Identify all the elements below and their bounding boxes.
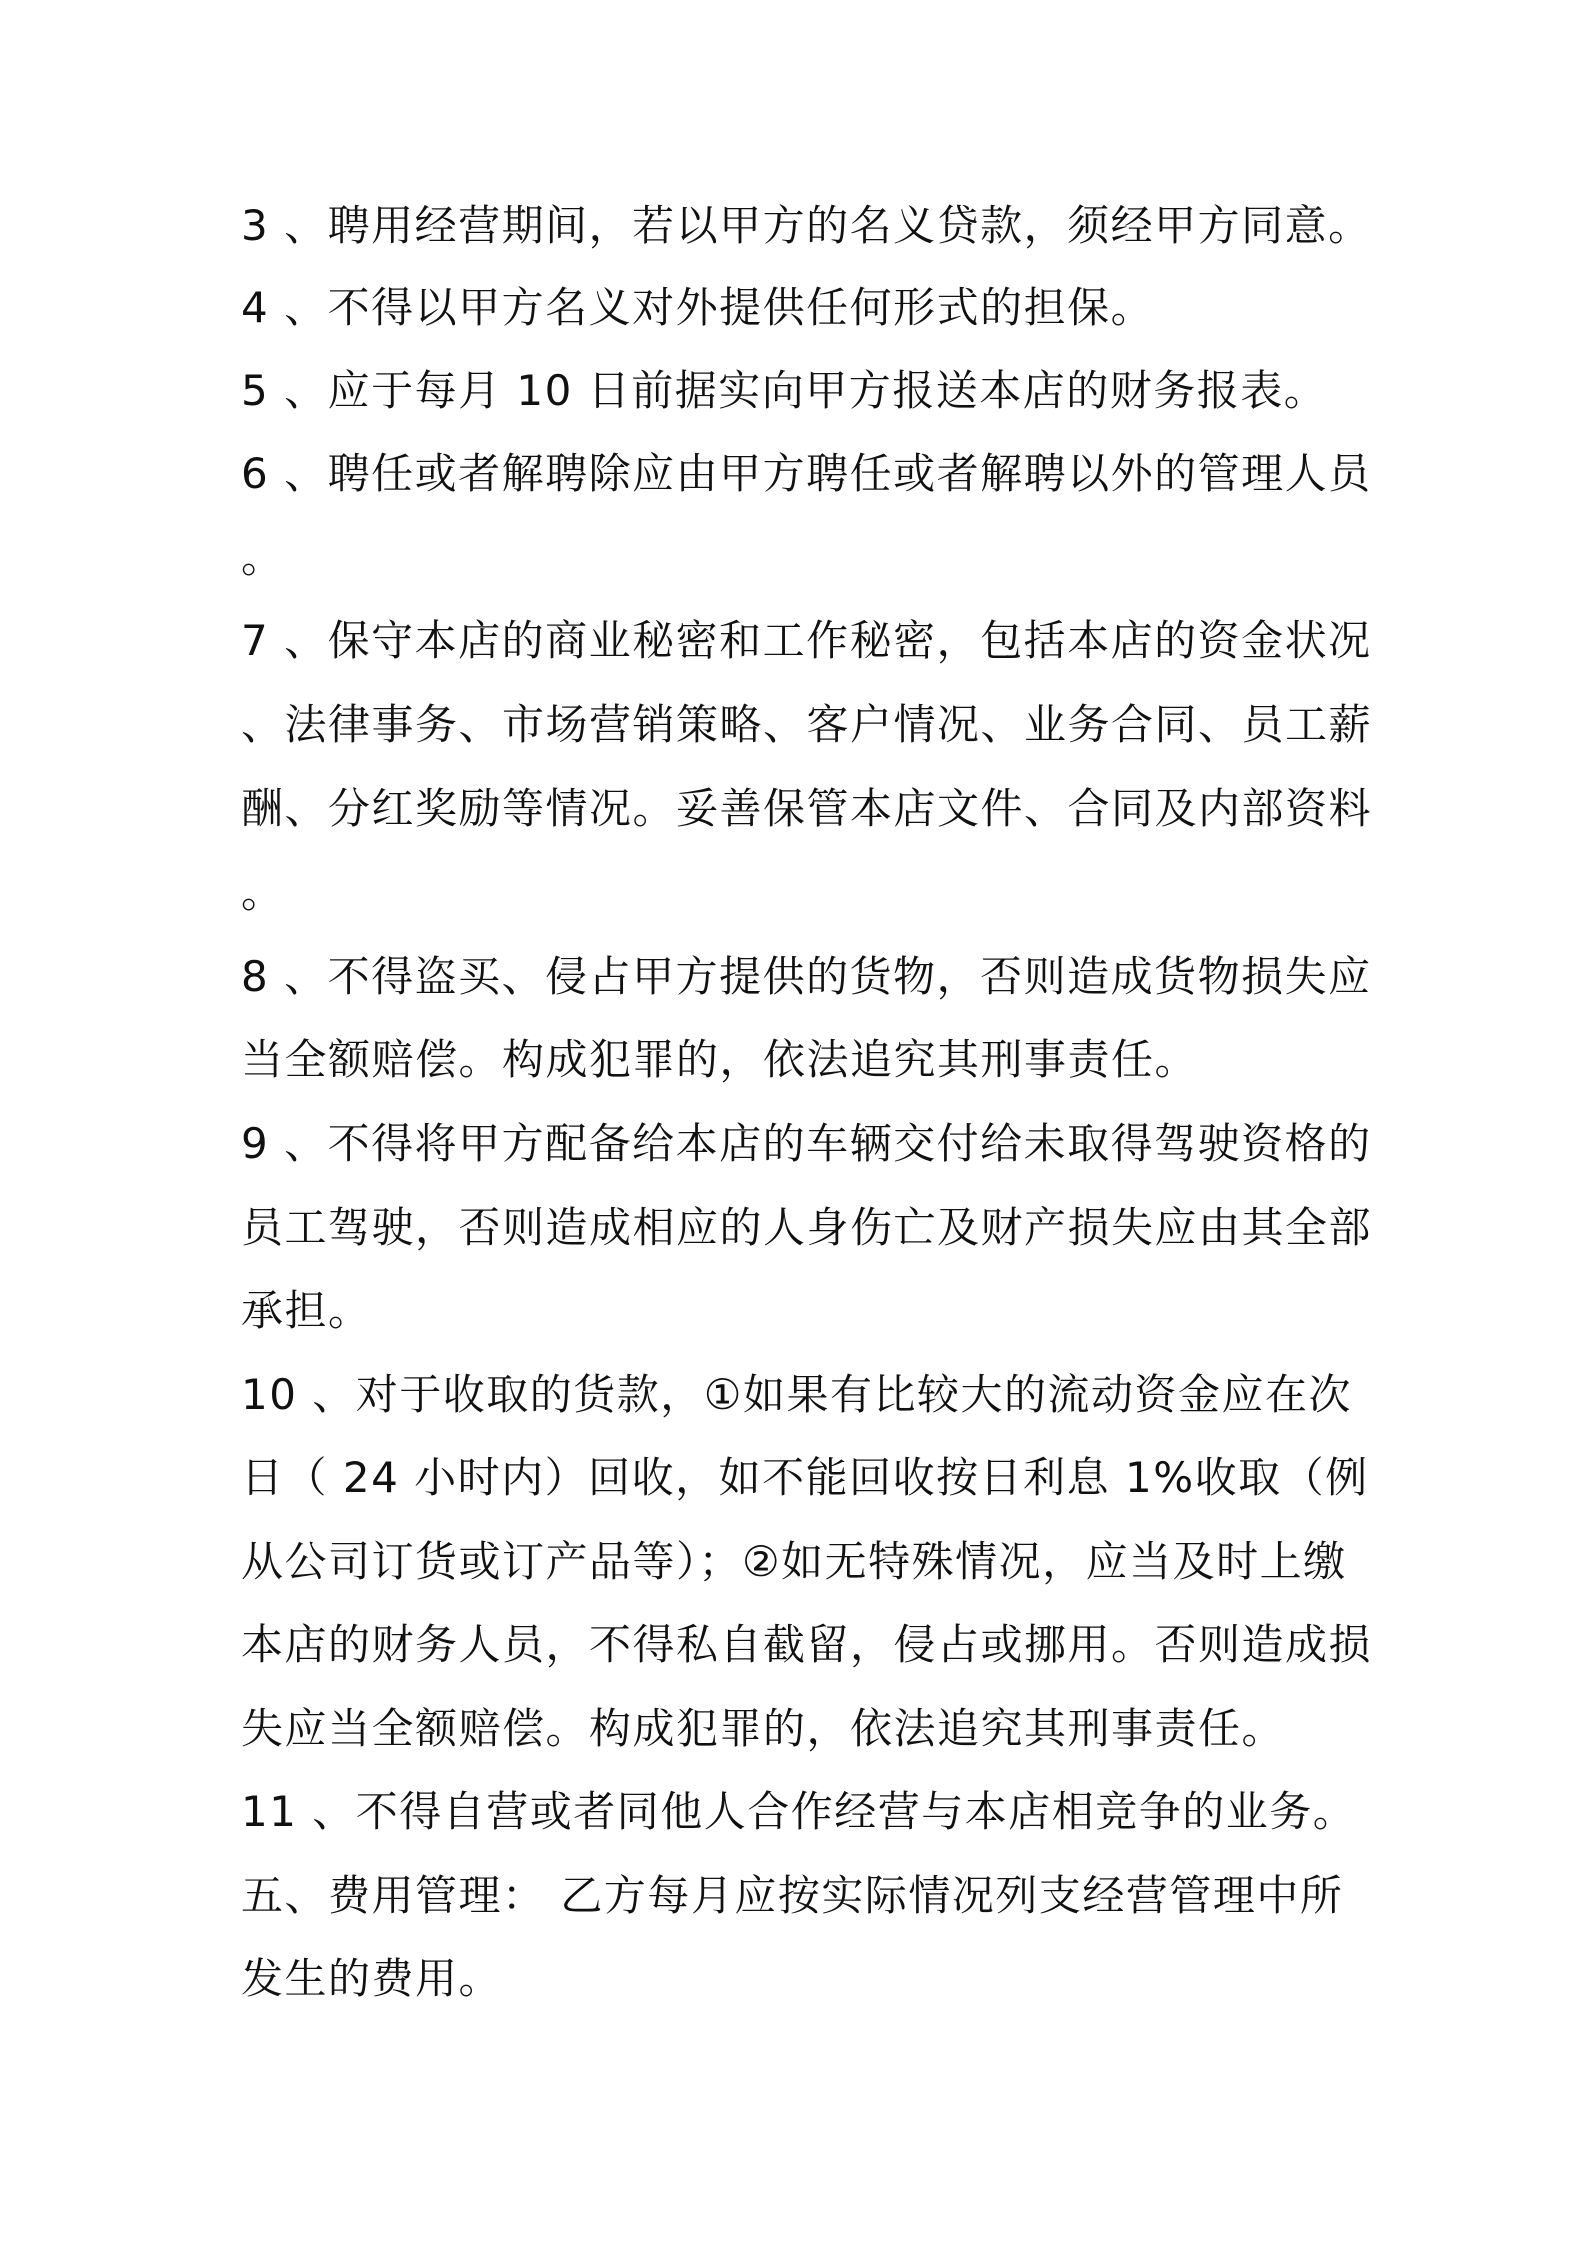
- text-line-clause-7: 7 、保守本店的商业秘密和工作秘密，包括本店的资金状况: [241, 616, 1372, 665]
- text-line-clause-10-cont-3: 本店的财务人员，不得私自截留，侵占或挪用。否则造成损: [241, 1620, 1373, 1669]
- text-line-clause-5: 5 、应于每月 10 日前据实向甲方报送本店的财务报表。: [241, 366, 1328, 415]
- text-line-clause-7-cont-1: 、法律事务、市场营销策略、客户情况、业务合同、员工薪: [241, 700, 1373, 749]
- text-line-clause-10-cont-2: 从公司订货或订产品等）；②如无特殊情况，应当及时上缴: [241, 1537, 1347, 1586]
- text-line-clause-11: 11 、不得自营或者同他人合作经营与本店相竞争的业务。: [241, 1787, 1357, 1836]
- text-line-section-expenses: 五、费用管理： 乙方每月应按实际情况列支经营管理中所: [241, 1871, 1344, 1920]
- text-line-clause-8: 8 、不得盗买、侵占甲方提供的货物，否则造成货物损失应: [241, 952, 1372, 1001]
- text-line-clause-10-end: 失应当全额赔偿。构成犯罪的，依法追究其刑事责任。: [241, 1704, 1286, 1753]
- text-line-clause-6-end: 。: [241, 533, 285, 582]
- text-line-clause-6: 6 、聘任或者解聘除应由甲方聘任或者解聘以外的管理人员: [241, 449, 1372, 498]
- text-line-clause-3: 3 、聘用经营期间，若以甲方的名义贷款，须经甲方同意。: [241, 201, 1372, 250]
- text-line-clause-8-cont: 当全额赔偿。构成犯罪的，依法追究其刑事责任。: [241, 1035, 1199, 1084]
- text-line-clause-9-cont: 员工驾驶，否则造成相应的人身伤亡及财产损失应由其全部: [241, 1203, 1373, 1252]
- text-line-clause-10-cont-1: 日（ 24 小时内）回收，如不能回收按日利息 1%收取（例: [241, 1453, 1369, 1502]
- text-line-clause-9: 9 、不得将甲方配备给本店的车辆交付给未取得驾驶资格的: [241, 1119, 1372, 1168]
- text-line-clause-4: 4 、不得以甲方名义对外提供任何形式的担保。: [241, 283, 1155, 332]
- text-line-section-expenses-end: 发生的费用。: [241, 1954, 503, 2003]
- text-line-clause-7-cont-2: 酬、分红奖励等情况。妥善保管本店文件、合同及内部资料: [241, 784, 1373, 833]
- text-line-clause-7-end: 。: [241, 868, 285, 917]
- text-line-clause-10: 10 、对于收取的货款，①如果有比较大的流动资金应在次: [241, 1370, 1352, 1419]
- text-line-clause-9-end: 承担。: [241, 1286, 372, 1335]
